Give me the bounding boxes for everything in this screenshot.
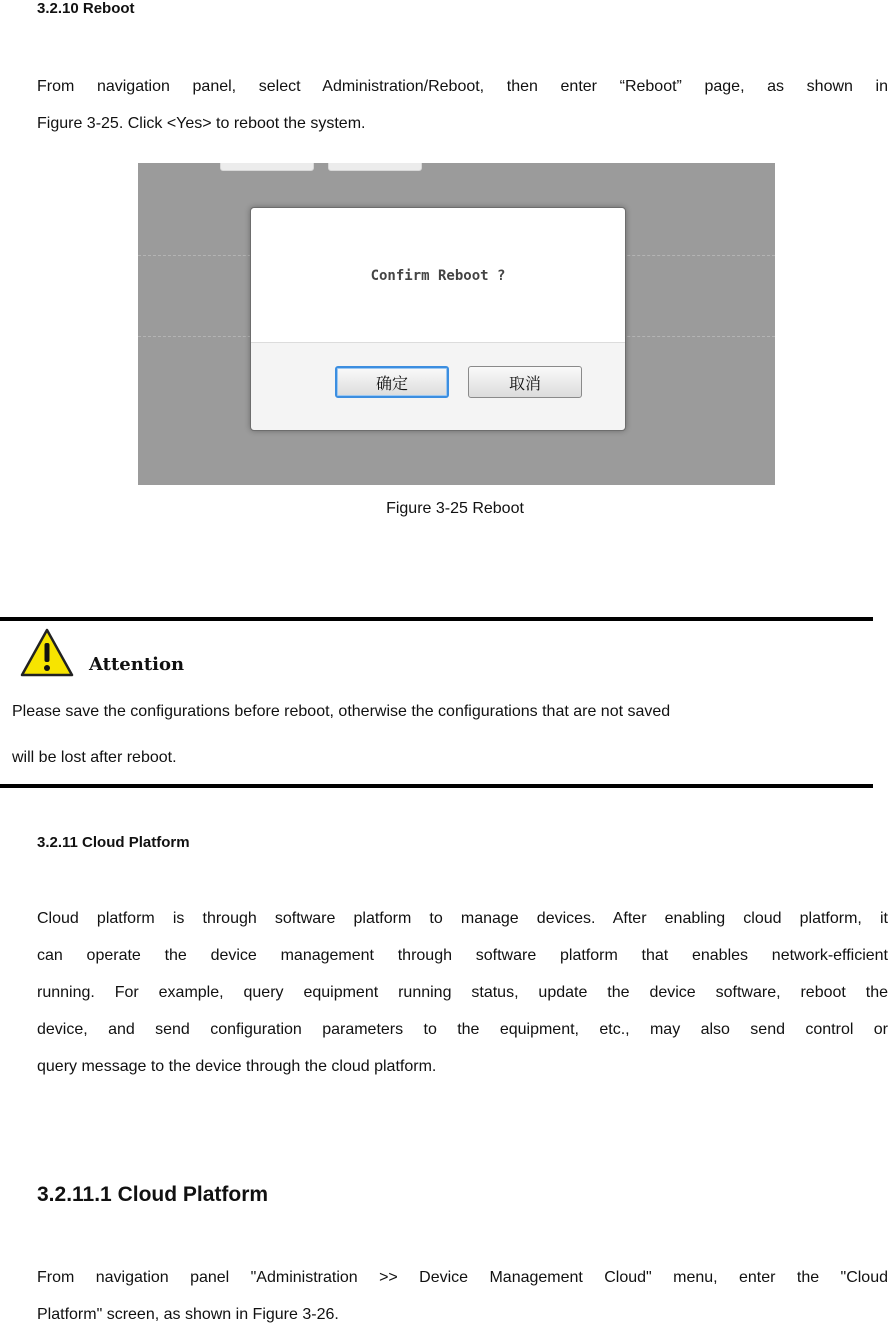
reboot-screenshot: [138, 163, 775, 485]
section-heading-cloud: 3.2.11 Cloud Platform: [37, 834, 190, 851]
paragraph-line: Cloud platform is through software platform to manage devices. After enabling cloud platform, it: [37, 910, 888, 927]
cloud-sub-paragraph: [37, 1259, 888, 1333]
section-heading-cloud-sub: 3.2.11.1 Cloud Platform: [37, 1183, 269, 1206]
confirm-dialog: [250, 207, 626, 431]
confirm-button[interactable]: 确定: [335, 366, 449, 398]
paragraph-line: running. For example, query equipment running status, update the device software, reboot the: [37, 984, 888, 1001]
attention-bottom-rule: [0, 784, 873, 788]
paragraph-line: query message to the device through the cloud platform.: [37, 1058, 437, 1075]
background-button-stub: [220, 163, 314, 171]
paragraph-line: device, and send configuration parameters to the equipment, etc., may also send control or: [37, 1021, 888, 1038]
figure-caption: Figure 3-25 Reboot: [386, 500, 524, 517]
attention-line: will be lost after reboot.: [12, 749, 177, 766]
attention-line: Please save the configurations before reboot, otherwise the configurations that are not saved: [12, 703, 671, 720]
dialog-body: [251, 208, 625, 343]
dialog-message: Confirm Reboot ?: [370, 268, 506, 284]
paragraph-line: From navigation panel "Administration >> Device Management Cloud" menu, enter the "Cloud: [37, 1269, 888, 1286]
reboot-paragraph: [37, 68, 888, 142]
paragraph-line: can operate the device management through software platform that enables network-efficient: [37, 947, 888, 964]
cloud-paragraph: [37, 900, 888, 1085]
attention-title: Attention: [89, 654, 185, 675]
background-button-stub: [328, 163, 422, 171]
paragraph-line: From navigation panel, select Administration/Reboot, then enter “Reboot” page, as shown in: [37, 78, 888, 95]
paragraph-line: Platform" screen, as shown in Figure 3-26.: [37, 1306, 339, 1323]
cancel-button[interactable]: 取消: [468, 366, 582, 398]
warning-icon: [20, 628, 74, 678]
attention-top-rule: [0, 617, 873, 621]
paragraph-line: Figure 3-25. Click <Yes> to reboot the system.: [37, 115, 366, 132]
section-heading-reboot: 3.2.10 Reboot: [37, 0, 135, 17]
